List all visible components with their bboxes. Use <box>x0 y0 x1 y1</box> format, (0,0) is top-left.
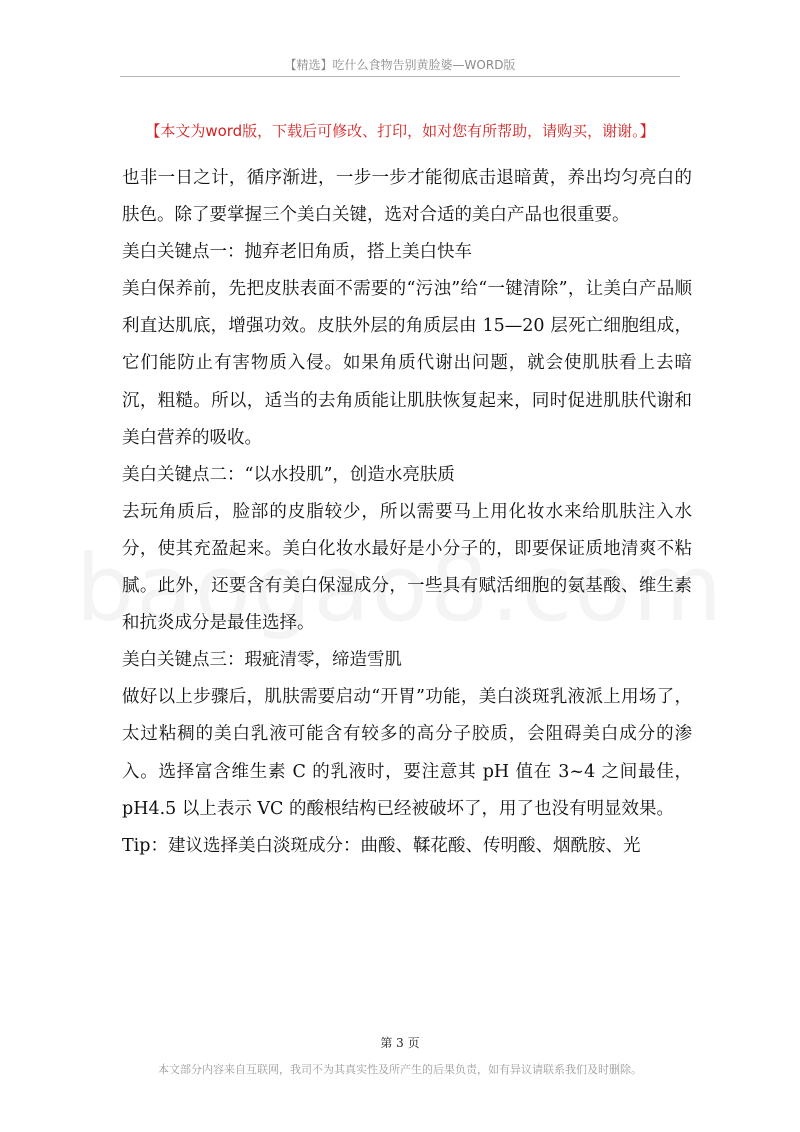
document-body <box>122 160 692 865</box>
section-heading: 美白关键点三：瑕疵清零，缔造雪肌 <box>122 650 402 671</box>
word-version-notice: 【本文为word版，下载后可修改、打印，如对您有所帮助，请购买，谢谢。】 <box>145 122 655 140</box>
section-heading: 美白关键点一：抛弃老旧角质，搭上美白快车 <box>122 242 472 263</box>
body-paragraph: 去玩角质后，脸部的皮脂较少，所以需要马上用化妆水来给肌肤注入水分，使其充盈起来。美白化妆水最好是小分子的，即要保证质地清爽不粘腻。此外，还要含有美白保湿成分，一些具有赋活细胞的氨基酸、维生素和抗炎成分是最佳选择。 <box>122 501 692 634</box>
header-divider <box>120 76 680 77</box>
tip-paragraph: Tip：建议选择美白淡斑成分：曲酸、鞣花酸、传明酸、烟酰胺、光 <box>122 835 641 856</box>
section-heading: 美白关键点二：“以水投肌”，创造水亮肤质 <box>122 464 455 485</box>
page-header: 【精选】吃什么食物告别黄脸婆—WORD版 <box>284 58 516 72</box>
body-paragraph: 也非一日之计，循序渐进，一步一步才能彻底击退暗黄，养出均匀亮白的肤色。除了要掌握三个美白关键，选对合适的美白产品也很重要。 <box>122 168 692 226</box>
body-paragraph: 美白保养前，先把皮肤表面不需要的“污浊”给“一键清除”，让美白产品顺利直达肌底，增强功效。皮肤外层的角质层由 15—20 层死亡细胞组成，它们能防止有害物质入侵。如果角质代谢出问题，就会使肌肤看上去暗沉，粗糙。所以，适当的去角质能让肌肤恢复起来，同时促进肌肤代谢和美白营养的吸收。 <box>122 279 692 448</box>
body-paragraph: 做好以上步骤后，肌肤需要启动“开胃”功能，美白淡斑乳液派上用场了，太过粘稠的美白乳液可能含有较多的高分子胶质，会阻碍美白成分的渗入。选择富含维生素 C 的乳液时，要注意其 pH 值在 3~4 之间最佳，pH4.5 以上表示 VC 的酸根结构已经被破坏了，用了也没有明显效果。 <box>122 687 692 819</box>
page-number: 第 3 页 <box>380 1036 420 1050</box>
footer-disclaimer: 本文部分内容来自互联网，我司不为其真实性及所产生的后果负责，如有异议请联系我们及时删除。 <box>158 1063 642 1076</box>
